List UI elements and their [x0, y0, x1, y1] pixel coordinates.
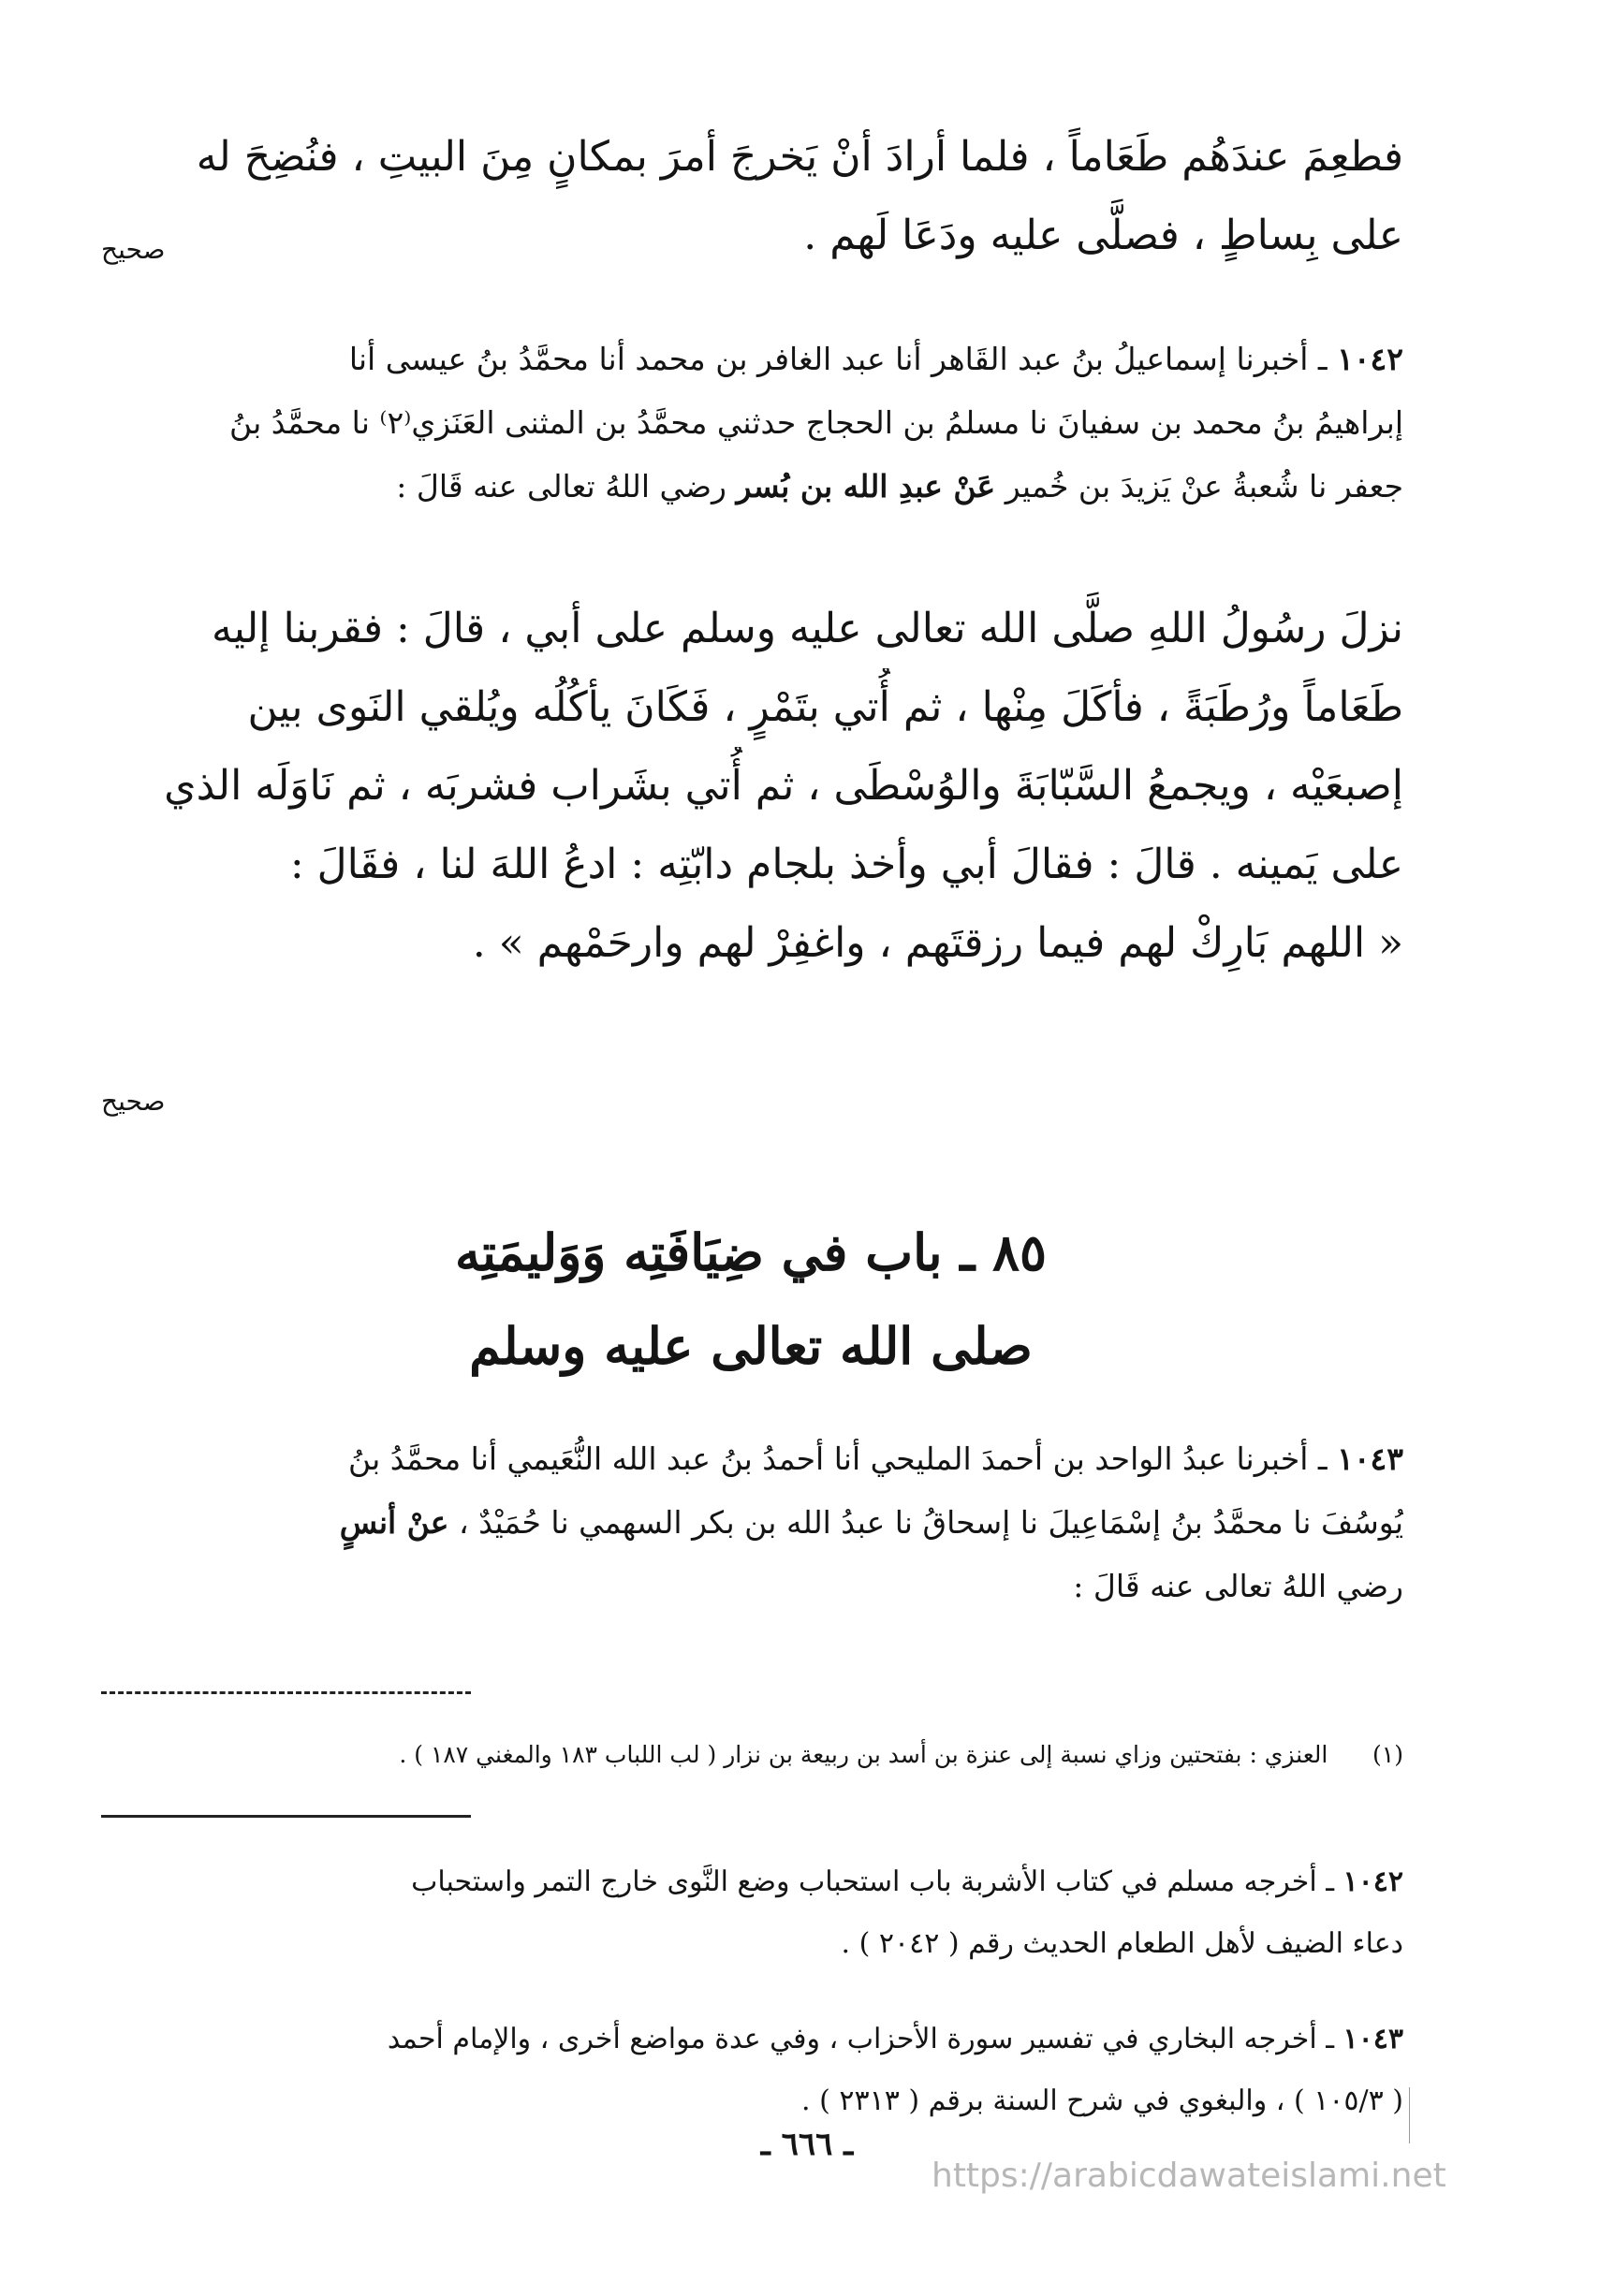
chapter-heading-subline: صلى الله تعالى عليه وسلم	[469, 1316, 1033, 1376]
watermark-url: https://arabicdawateislami.net	[932, 2157, 1446, 2195]
hadith-grade: صحيح	[101, 234, 166, 265]
isnad-line: إبراهيمُ بنُ محمد بن سفيانَ نا مسلمُ بن الحجاج حدثني محمَّدُ بن المثنى العَنَزي⁽٢⁾ نا محمَّدُ بنُ	[229, 404, 1403, 441]
takhrij-1043	[98, 2009, 1403, 2132]
narrator-name: عنْ أنسٍ	[339, 1504, 449, 1541]
takhrij-line	[98, 1851, 1403, 1913]
isnad-line	[98, 328, 1403, 391]
matn-line: نزلَ رسُولُ اللهِ صلَّى الله تعالى عليه وسلم على أبي ، قالَ : فقربنا إليه	[212, 605, 1403, 652]
footnote-separator	[101, 1691, 471, 1694]
matn-line: « اللهم بَارِكْ لهم فيما رزقتَهم ، واغفِرْ لهم وارحَمْهم » .	[472, 919, 1403, 967]
footnote	[101, 1736, 1403, 1774]
takhrij-line	[98, 2009, 1403, 2070]
text-line: فطعِمَ عندَهُم طَعَاماً ، فلما أرادَ أنْ يَخرجَ أمرَ بمكانٍ مِنَ البيتِ ، فنُضِحَ له	[196, 133, 1403, 181]
matn-line: على يَمينه . قالَ : فقالَ أبي وأخذ بلجام دابّتِه : ادعُ اللهَ لنا ، فقَالَ :	[289, 841, 1403, 888]
takhrij-separator	[101, 1815, 471, 1818]
takhrij-text: ـ أخرجه البخاري في تفسير سورة الأحزاب ، وفي عدة مواضع أخرى ، والإمام أحمد	[387, 2023, 1334, 2055]
isnad-text: ـ أخبرنا عبدُ الواحد بن أحمدَ المليحي أنا أحمدُ بنُ عبد الله النُّعَيمي أنا محمَّدُ بنُ	[347, 1440, 1328, 1477]
hadith-number: ١٠٤٣	[1337, 1440, 1403, 1477]
isnad-line	[98, 1427, 1403, 1491]
hadith-number: ١٠٤٣	[1343, 2023, 1403, 2055]
isnad-text: جعفر نا شُعبةُ عنْ يَزيدَ بن خُمير	[1005, 468, 1403, 505]
page-number: ـ ٦٦٦ ـ	[760, 2126, 854, 2163]
takhrij-line: ( ١٠٥/٣ ) ، والبغوي في شرح السنة برقم ( ٢٣١٣ ) .	[801, 2084, 1403, 2117]
hadith-1042-isnad	[98, 328, 1403, 519]
hadith-1043-isnad	[98, 1427, 1403, 1618]
isnad-line	[98, 1491, 1403, 1555]
hadith-1041-tail	[98, 118, 1403, 275]
isnad-text: رضي اللهُ تعالى عنه قَالَ :	[396, 468, 726, 505]
hadith-number: ١٠٤٢	[1343, 1865, 1403, 1898]
takhrij-text: ـ أخرجه مسلم في كتاب الأشربة باب استحباب وضع النَّوى خارج التمر واستحباب	[411, 1865, 1334, 1898]
narrator-name: عَنْ عبدِ الله بن بُسر	[736, 468, 996, 505]
footnote-marker: (١)	[1372, 1741, 1403, 1768]
chapter-heading: ٨٥ ـ باب في ضِيَافَتِه وَوَليمَتِه	[454, 1222, 1047, 1282]
hadith-1042-matn	[98, 590, 1403, 983]
hadith-grade: صحيح	[101, 1086, 166, 1117]
takhrij-line: دعاء الضيف لأهل الطعام الحديث رقم ( ٢٠٤٢ ) .	[841, 1927, 1403, 1960]
matn-line: إصبعَيْه ، ويجمعُ السَّبّابَةَ والوُسْطَى ، ثم أُتي بشَراب فشربَه ، ثم نَاوَلَه الذي	[164, 762, 1403, 810]
footnote-text: العنزي : بفتحتين وزاي نسبة إلى عنزة بن أسد بن ربيعة بن نزار ( لب اللباب ١٨٣ والمغني ١٨٧ ) .	[399, 1741, 1328, 1768]
text-line: على بِساطٍ ، فصلَّى عليه ودَعَا لَهم .	[803, 212, 1403, 259]
takhrij-1042	[98, 1851, 1403, 1975]
matn-line: طَعَاماً ورُطَبَةً ، فأكَلَ مِنْها ، ثم أُتي بتَمْرٍ ، فَكَانَ يأكُلُه ويُلقي النَوى بين	[247, 683, 1403, 731]
isnad-text: ـ أخبرنا إسماعيلُ بنُ عبد القَاهر أنا عبد الغافر بن محمد أنا محمَّدُ بنُ عيسى أنا	[348, 341, 1328, 377]
isnad-line	[98, 455, 1403, 519]
isnad-line: رضي اللهُ تعالى عنه قَالَ :	[1073, 1568, 1403, 1604]
hadith-number: ١٠٤٢	[1337, 341, 1403, 377]
isnad-text: يُوسُفَ نا محمَّدُ بنُ إسْمَاعِيلَ نا إسحاقُ نا عبدُ الله بن بكر السهمي نا حُمَيْدٌ ،	[459, 1504, 1403, 1541]
